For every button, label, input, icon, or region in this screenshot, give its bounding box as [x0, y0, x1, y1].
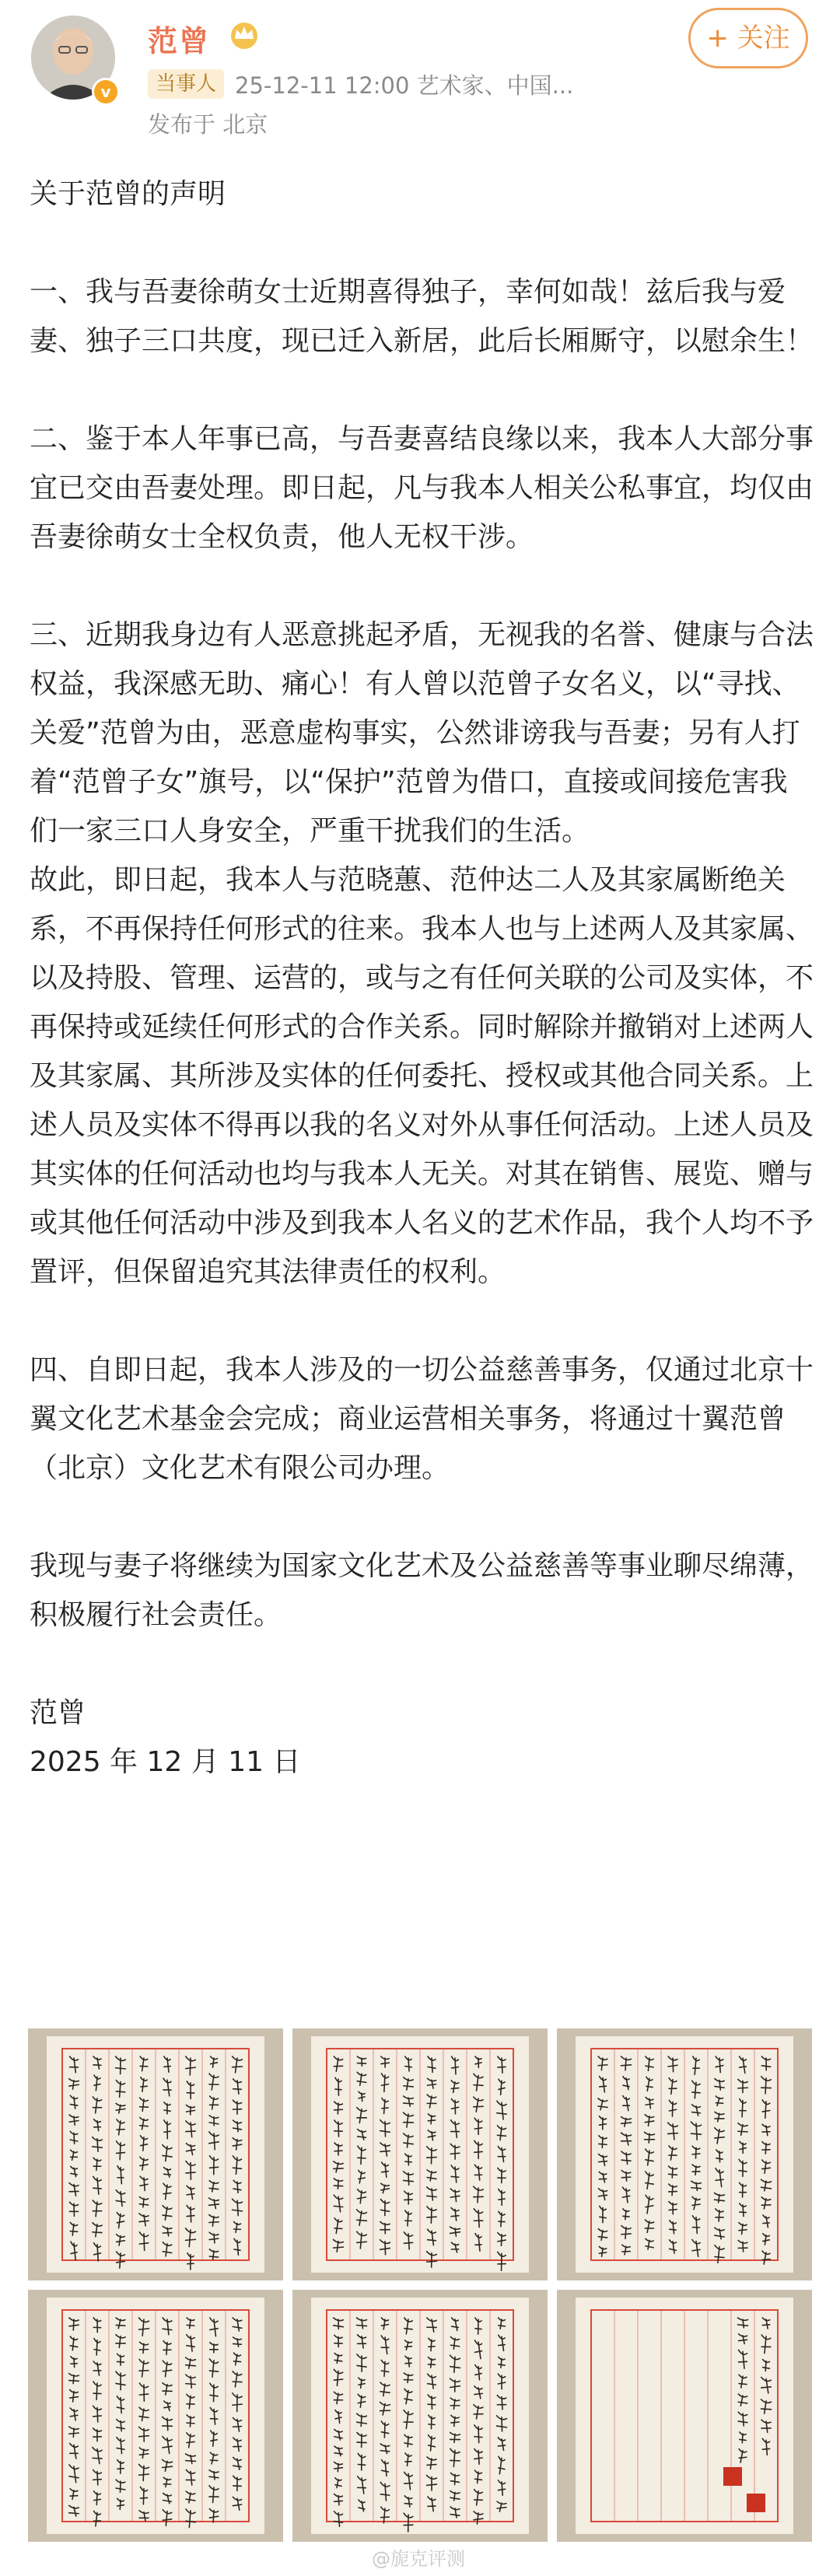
- signature-page-image[interactable]: [557, 2290, 812, 2542]
- post-date: 2025 年 12 月 11 日: [30, 1746, 301, 1778]
- post-location: 发布于 北京: [148, 111, 268, 138]
- image-grid: [28, 2028, 812, 2542]
- handwritten-page-image[interactable]: [557, 2028, 812, 2280]
- handwritten-page-image[interactable]: [28, 2290, 283, 2542]
- post-body: [30, 170, 815, 1787]
- handwritten-page-image[interactable]: [28, 2028, 283, 2280]
- paragraph-5: 四、自即日起，我本人涉及的一切公益慈善事务，仅通过北京十翼文化艺术基金会完成；商业运营相关事务，将通过十翼范曾（北京）文化艺术有限公司办理。: [30, 1354, 814, 1484]
- post-title: 关于范曾的声明: [30, 178, 226, 210]
- watermark: @旎克评测: [372, 2548, 465, 2570]
- paragraph-6: 我现与妻子将继续为国家文化艺术及公益慈善等事业聊尽绵薄，积极履行社会责任。: [30, 1550, 814, 1631]
- paragraph-2: 二、鉴于本人年事已高，与吾妻喜结良缘以来，我本人大部分事宜已交由吾妻处理。即日起，凡与我本人相关公私事宜，均仅由吾妻徐萌女士全权负责，他人无权干涉。: [30, 423, 814, 553]
- post-header: [0, 0, 840, 152]
- paragraph-1: 一、我与吾妻徐萌女士近期喜得独子，幸何如哉！兹后我与爱妻、独子三口共度，现已迁入新居，此后长厢厮守，以慰余生！: [30, 276, 814, 357]
- handwritten-page-image[interactable]: [292, 2028, 548, 2280]
- signature: 范曾: [30, 1697, 86, 1729]
- post-meta: 25-12-11 12:00 艺术家、中国...: [235, 72, 574, 99]
- crown-icon: [226, 19, 263, 50]
- paragraph-3: 三、近期我身边有人恶意挑起矛盾，无视我的名誉、健康与合法权益，我深感无助、痛心！有人曾以范曾子女名义，以“寻找、关爱”范曾为由，恶意虚构事实，公然诽谤我与吾妻；另有人打着“范曾子女”旗号，以“保护”范曾为借口，直接或间接危害我们一家三口人身安全，严重干扰我们的生活。: [30, 619, 814, 847]
- verified-icon: v: [92, 78, 120, 106]
- meta-row: [148, 67, 573, 101]
- handwritten-page-image[interactable]: [292, 2290, 548, 2542]
- username[interactable]: 范曾: [148, 24, 211, 58]
- follow-button[interactable]: + 关注: [688, 8, 808, 68]
- paragraph-4: 故此，即日起，我本人与范晓蕙、范仲达二人及其家属断绝关系，不再保持任何形式的往来。我本人也与上述两人及其家属、以及持股、管理、运营的，或与之有任何关联的公司及实体，不再保持或延续任何形式的合作关系。同时解除并撤销对上述两人及其家属、其所涉及实体的任何委托、授权或其他合同关系。上述人员及实体不得再以我的名义对外从事任何活动。上述人员及其实体的任何活动也均与我本人无关。对其在销售、展览、赠与或其他任何活动中涉及到我本人名义的艺术作品，我个人均不予置评，但保留追究其法律责任的权利。: [30, 864, 814, 1288]
- role-tag: 当事人: [148, 69, 224, 99]
